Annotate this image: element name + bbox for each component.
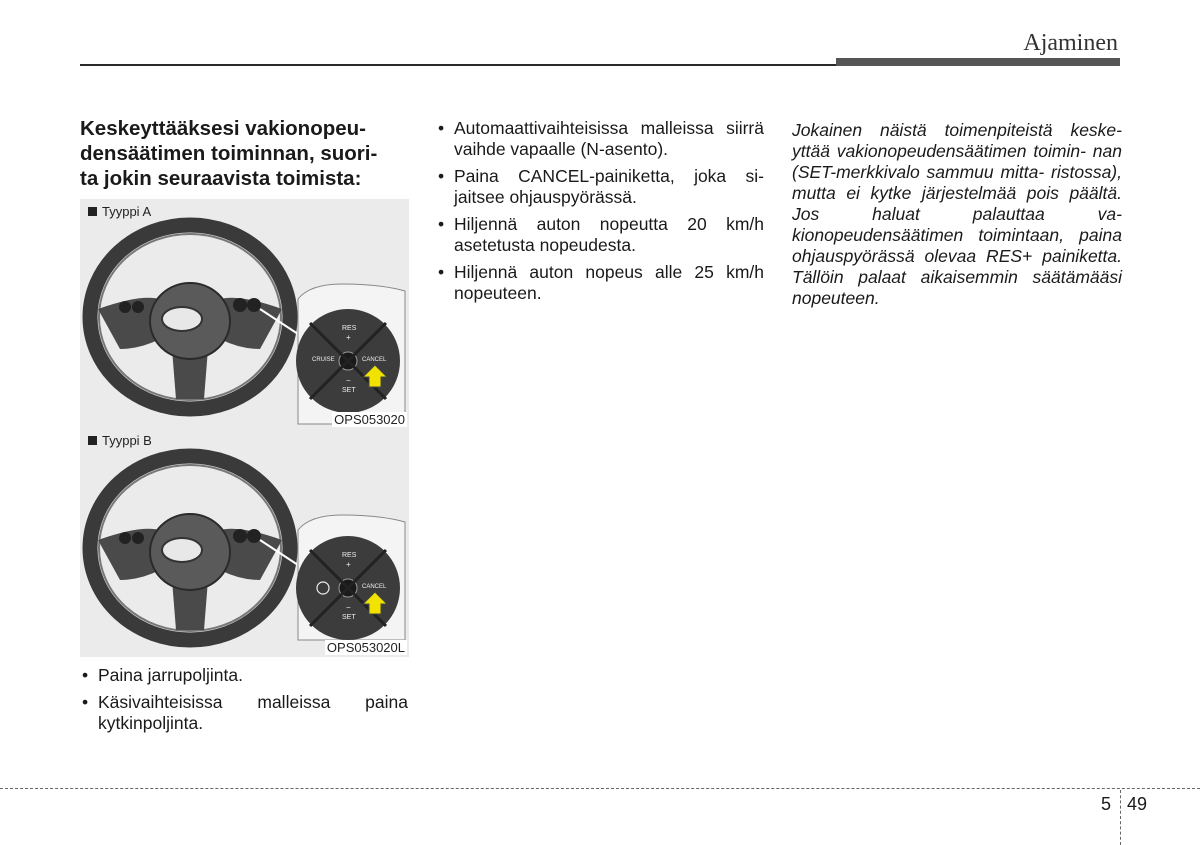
list-item: • Käsivaihteisissa malleissa paina kytkinpoljinta. — [80, 692, 408, 734]
footer-dashed-rule — [0, 788, 1200, 789]
button-res-sign: + — [346, 333, 351, 342]
button-res-label: RES — [342, 325, 357, 332]
button-set-label: SET — [342, 387, 356, 394]
section-title: Ajaminen — [1023, 30, 1118, 56]
square-bullet-icon — [88, 207, 97, 216]
button-cancel-label: CANCEL — [362, 357, 387, 363]
button-set-label: SET — [342, 614, 356, 621]
button-res-label: RES — [342, 552, 357, 559]
figure-label: Tyyppi A — [88, 204, 151, 219]
figure-code: OPS053020L — [326, 640, 405, 655]
figure-code: OPS053020 — [334, 412, 405, 427]
figure-type-b — [80, 428, 409, 657]
header-rule-thin — [80, 64, 836, 66]
heading-line: Keskeyttääksesi vakionopeu- — [80, 117, 366, 140]
figure-label: Tyyppi B — [88, 433, 152, 448]
list-item: • Automaattivaihteisissa malleissa siirrä vaihde vapaalle (N-asento). — [436, 118, 764, 160]
list-item: • Hiljennä auton nopeus alle 25 km/h nopeuteen. — [436, 262, 764, 304]
header-rule-thick — [836, 58, 1120, 66]
chapter-number: 5 — [1101, 794, 1112, 814]
page-number: 49 — [1127, 794, 1148, 814]
button-set-sign: − — [346, 376, 351, 385]
button-cancel-label: CANCEL — [362, 584, 387, 590]
square-bullet-icon — [88, 436, 97, 445]
middle-bullet-list — [436, 118, 764, 310]
italic-note: Jokainen näistä toimenpiteistä keske- yttää vakionopeudensäätimen toimin- nan (SET-merkkivalo sammuu mitta- ristossa), mutta ei kytke järjestelmää pois päältä. Jos haluat palauttaa va- kionopeudensäätimen toimintaan, paina ohjauspyörässä olevaa RES+ painiketta. Tällöin palaat aikaisemmin säätämääsi nopeuteen. — [792, 120, 1122, 308]
heading-line: densäätimen toiminnan, suori- — [80, 142, 378, 165]
steering-wheel-illustration — [80, 199, 409, 429]
heading-line: ta jokin seuraavista toimista: — [80, 167, 362, 190]
button-res-sign: + — [346, 560, 351, 569]
figure-type-a — [80, 199, 409, 429]
list-item: • Paina jarrupoljinta. — [80, 665, 408, 686]
list-item: • Hiljennä auton nopeutta 20 km/h asetetusta nopeudesta. — [436, 214, 764, 256]
procedure-heading — [80, 116, 410, 191]
footer-dashed-divider — [1120, 790, 1121, 845]
list-item: • Paina CANCEL-painiketta, joka si- jaitsee ohjauspyörässä. — [436, 166, 764, 208]
button-set-sign: − — [346, 603, 351, 612]
steering-wheel-illustration — [80, 428, 409, 657]
button-cruise-label: CRUISE — [312, 357, 335, 363]
left-bullet-list — [80, 665, 408, 740]
